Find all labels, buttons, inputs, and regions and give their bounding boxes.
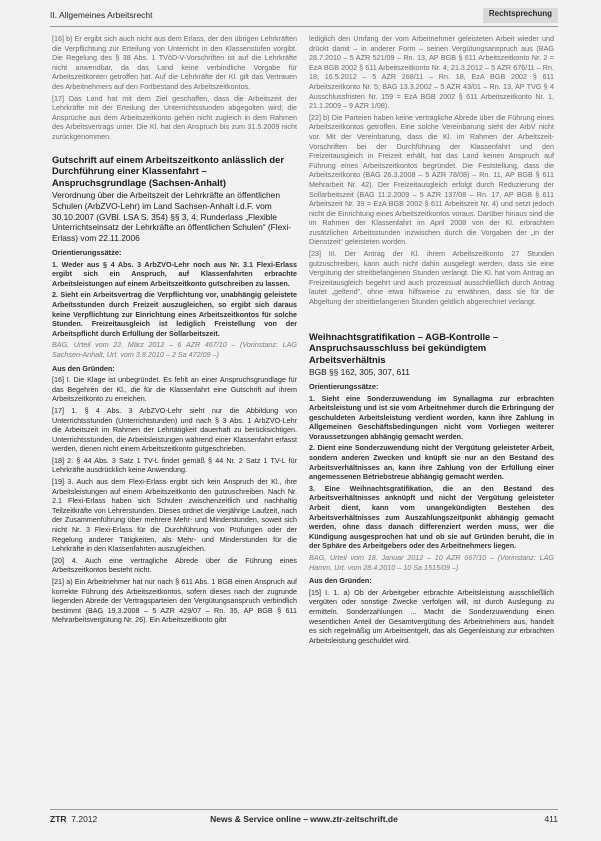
guiding-principle: 2. Dient eine Sonderzuwendung nicht der Vergütung geleisteter Arbeit, sondern anderen Zwecken und knüpft sie nur an den Bestand des Arbeitsverhältnisses an, kann ihre Zahlung von der Erfüllung einer angemessenen Betriebstreue abhängig gemacht werden. [309, 443, 554, 482]
footer-website: News & Service online – www.ztr-zeitschrift.de [210, 814, 398, 824]
rubric-badge: Rechtsprechung [483, 8, 558, 23]
guiding-principle: 2. Sieht ein Arbeitsvertrag die Verpflichtung vor, unabhängig geleistete Arbeitsstunden durch Freizeit auszugleichen, so ergibt sich daraus keine Verpflichtung zur Einrichtung eines Arbeitszeitkontos für solche Stunden. Freizeitausgleich ist lediglich Freistellung von der Arbeitspflicht durch Erfüllung der Sollarbeitszeit. [52, 290, 297, 338]
paragraph: [22] b) Die Parteien haben keine vertragliche Abrede über die Führung eines Arbeitszeitkontos getroffen. Eine solche Vereinbarung sieht der ArbV nicht vor. Mit der Vereinbarung, dass die Kl. im Rahmen der Arbeitszeit-Vorschriften bei der Durchführung der Klassenfahrt und den Freizeitausgleich in Freizeit erhält, hat das Land keinen Anspruch auf Führung eines Arbeitszeitkontos begründet. Die Feststellung, dass die Arbeitszeitkonto (BAG 26.3.2008 – 5 AZR 78/08) – Rn. 11, AP BGB § 611 Mehrarbeit Nr. 42). Der Freizeitausgleich erfolgt durch Reduzierung der Sollarbeitszeit (BAG 11.2.2009 – 5 AZR 137/08 – Rn. 17, AP BGB § 611 Arbeitszeit Nr. 39 = EzA BGB 2002 § 611 Arbeitszeit Nr. 4) und setzt jedoch nicht die Einrichtung eines Arbeitszeitkontos voraus. Darüber hinaus sind die im Rahmen der Klassenfahrt im April 2008 von der Kl. erbrachten zusätzlichen Arbeitsstunden inzwischen durch die Vorgaben der „in der Dienstzeit“ geleisteten worden. [309, 112, 554, 247]
running-header [50, 6, 558, 27]
page-number: 411 [544, 814, 558, 824]
paragraph: [16] I. Die Klage ist unbegründet. Es fehlt an einer Anspruchsgrundlage für das Begehren der Kl., die für die Klassenfahrt eine Gutschrift auf ihrem Arbeitszeitkonto zu erreichen. [52, 375, 297, 404]
court-citation: BAG, Urteil vom 18. Januar 2012 – 10 AZR 667/10 – (Vorinstanz: LAG Hamm, Urt. vom 28.4.2010 – 10 Sa 1515/09 –) [309, 553, 554, 572]
paragraph: [23] III. Der Antrag der Kl. ihrem Arbeitszeitkonto 27 Stunden gutzuschreiben, kann auch nicht dahin ausgelegt werden, dass sie eine Vergütung der streitbefangenen Stunden verlangt. Die Kl. hat vom Antrag an Freizeitausgleich begehrt und auch prozessual ausschließlich durch Antrag lautet „geltend“, ohne etwa hilfsweise zu erwähnen, dass sie für die Abgeltung der streitbefangenen Stunden geldlich abgerechnet verlangt. [309, 249, 554, 307]
guiding-principles [309, 394, 554, 552]
paragraph: [17] Das Land hat mit dem Ziel geschaffen, dass die Arbeitszeit der Lehrkräfte mit der Erteilung der Unterrichtsstunden abgegolten wird; die Ansprüche aus dem Arbeitszeitkonto gehen nicht zugleich in dem Rahmen des Arbeitsvertrags unter. Die Kl. hat den Anspruch bis zum 31.5.2009 nicht zurückgenommen. [52, 93, 297, 141]
issue-number: 7.2012 [71, 814, 98, 824]
statute-reference: Verordnung über die Arbeitszeit der Lehrkräfte an öffentlichen Schulen (ArbZVO-Lehr) im Land Sachsen-Anhalt i.d.F. vom 30.10.2007 (GVBl. LSA S. 354) §§ 3, 4; Runderlass „Flexible Unterrichtseinsatz der Lehrkräfte an öffentlichen Schulen“ (Flexi-Erlass) vom 22.11.2006 [52, 190, 292, 244]
reasons-heading: Aus den Gründen: [309, 576, 372, 586]
paragraph: lediglich den Umfang der vom Arbeitnehmer geleisteten Arbeit wieder und drückt damit – in anderer Form – seinen Vergütungsanspruch aus (BAG 28.7.2010 – 5 AZR 521/09 – Rn. 13, AP BGB § 611 Arbeitszeitkonto Nr. 2 = EzA BGB 2002 § 611 Arbeitszeitkonto Nr. 4; 21.3.2012 – 5 AZR 676/11 – Rn. 18; 16.5.2012 – 5 AZR 268/11 – Rn. 18, EzA BGB 2002 § 611 Arbeitszeitkonto Nr. 5; BAG 13.3.2002 – 5 AZR 43/01 – Rn. 13, AP TVG § 4 Ausschlussfristen Nr. 159 = EzA BGB 2002 § 611 Arbeitszeitkonto Nr. 1, 21.1.2009 – 9 AZR 1/08). [309, 34, 554, 111]
guiding-principle: 1. Weder aus § 4 Abs. 3 ArbZVO-Lehr noch aus Nr. 3.1 Flexi-Erlass ergibt sich ein Anspruch, auf Klassenfahrten erbrachte Arbeitsleistungen auf einem Arbeitszeitkonto gutschreiben zu lassen. [52, 259, 297, 288]
guiding-principle: 3. Eine Weihnachtsgratifikation, die an den Bestand des Arbeitsverhältnisses anknüpft und nicht der Vergütung geleisteter Arbeit dient, kann vom unangekündigten Bestehen des Arbeitsverhältnisses zum Auszahlungszeitpunkt abhängig gemacht werden, ohne dass danach differenziert werden muss, wer die Kündigung ausgesprochen hat und ob sie auf Gründen beruht, die in der Sphäre des Arbeitgebers oder des Arbeitnehmers liegen. [309, 483, 554, 551]
paragraph: [15] I. 1. a) Ob der Arbeitgeber erbrachte Arbeitsleistung ausschließlich vergüten oder sonstige Zwecke verfolgen will, ist durch Auslegung zu ermitteln. Sonderzahlungen ... Macht die Sonderzuwendung einen wesentlichen Anteil der Gesamtvergütung des Arbeitnehmers aus, handelt es sich regelmäßig um Arbeitsentgelt, das als Gegenleistung zur erbrachten Arbeitsleistung geschuldet wird. [309, 587, 554, 645]
court-citation: BAG, Urteil vom 22. März 2012 – 6 AZR 467/10 – (Vorinstanz: LAG Sachsen-Anhalt, Urt. vom 3.8.2010 – 2 Sa 472/09 –) [52, 340, 297, 359]
running-footer [50, 809, 558, 826]
paragraph: [16] b) Er ergibt sich auch nicht aus dem Erlass, der den übrigen Lehrkräften die Verpflichtung zur Erteilung von Unterricht in den Klassenstufen vorgibt. Die Regelung des § 38 Abs. 1 TVöD-V-Vorschriften ist auf die Lehrkräfte nicht anwendbar, da das Land keine verbindliche Vorgabe für Arbeitszeitkonten getroffen hat. Auf die Lehrkräfte der Kl. gilt das Vertrauen des Arbeitnehmers auf den Fortbestand des Arbeitszeitkontos. [52, 34, 297, 91]
paragraph: [21] a) Ein Arbeitnehmer hat nur nach § 611 Abs. 1 BGB einen Anspruch auf korrekte Führung des Arbeitszeitkontos, sofern dieses nach der zugrunde liegenden Abrede der Vertragsparteien den Vergütungsanspruch verbindlich bestimmt (BAG 19.3.2008 – 5 AZR 429/07 – Rn. 35, AP BGB § 611 Mehrarbeitsvergütung Nr. 26). Ein Arbeitszeitkonto gibt [52, 577, 297, 625]
article-title: Gutschrift auf einem Arbeitszeitkonto anlässlich der Durchführung einer Klassenfahrt – Anspruchsgrundlage (Sachsen-Anhalt) [52, 153, 284, 188]
paragraph: [18] 2. § 44 Abs. 3 Satz 1 TV-L findet gemäß § 44 Nr. 2 Satz 1 TV-L für Lehrkräfte ausdrücklich keine Anwendung. [52, 455, 297, 475]
guiding-principles-heading: Orientierungssätze: [52, 248, 122, 258]
guiding-principles-heading: Orientierungssätze: [309, 381, 379, 391]
statute-reference: BGB §§ 162, 305, 307, 611 [309, 367, 410, 378]
left-column [52, 34, 297, 627]
paragraph: [17] 1. § 4 Abs. 3 ArbZVO-Lehr sieht nur die Abbildung von Unterrichtsstunden (Unterrichtstunden) und nach § 3 Abs. 1 ArbZVO-Lehr die Arbeitszeit im Rahmen der Lehrtätigkeit dauerhaft zu berücksichtigen. Unterrichtsstunden, die Arbeitsleistungen während einer Klassenfahrt erfasst werden, dienen nicht einem Arbeitszeitkonto gutgeschrieben. [52, 405, 297, 454]
section-heading: II. Allgemeines Arbeitsrecht [50, 10, 153, 20]
journal-brand: ZTR [50, 814, 67, 824]
reasons-heading: Aus den Gründen: [52, 363, 115, 373]
right-column [309, 34, 554, 647]
guiding-principle: 1. Sieht eine Sonderzuwendung im Synallagma zur erbrachten Arbeitsleistung und ist sie vom Arbeitnehmer durch die Erbringung der geschuldeten Arbeitsleistung verdient worden, kann ihre Zahlung in Allgemeinen Geschäftsbedingungen nicht vom Vorliegen weiterer Voraussetzungen abhängig gemacht werden. [309, 393, 554, 441]
article-title: Weihnachtsgratifikation – AGB-Kontrolle – Anspruchsausschluss bei gekündigtem Arbeitsverhältnis [309, 330, 499, 365]
paragraph: [20] 4. Auch eine vertragliche Abrede über die Führung eines Arbeitszeitkontos besteht nicht. [52, 555, 297, 575]
paragraph: [19] 3. Auch aus dem Flexi-Erlass ergibt sich kein Anspruch der Kl., ihre Arbeitsleistungen auf einem Arbeitszeitkonto den gutzuschreiben. Nach Nr. 2.1 Flexi-Erlass haben sich Schulen zwischenzeitlich und nachhaltig Teilzeitkräfte von Lehrerstunden. Dieses ordnet die vierjährige Laufzeit, nach der Zusammenführung über mehrere Mehr- und Minderstunden, soweit sich nicht Nr. 3 Flexi-Erlass für die Durchführung von Prüfungen oder der Regelung anderer Tätigkeiten, als Mehr- und Minderstunden für die Lehrkräfte in den Klassenfahrten auszugleichen. [52, 477, 297, 554]
guiding-principles [52, 260, 297, 339]
